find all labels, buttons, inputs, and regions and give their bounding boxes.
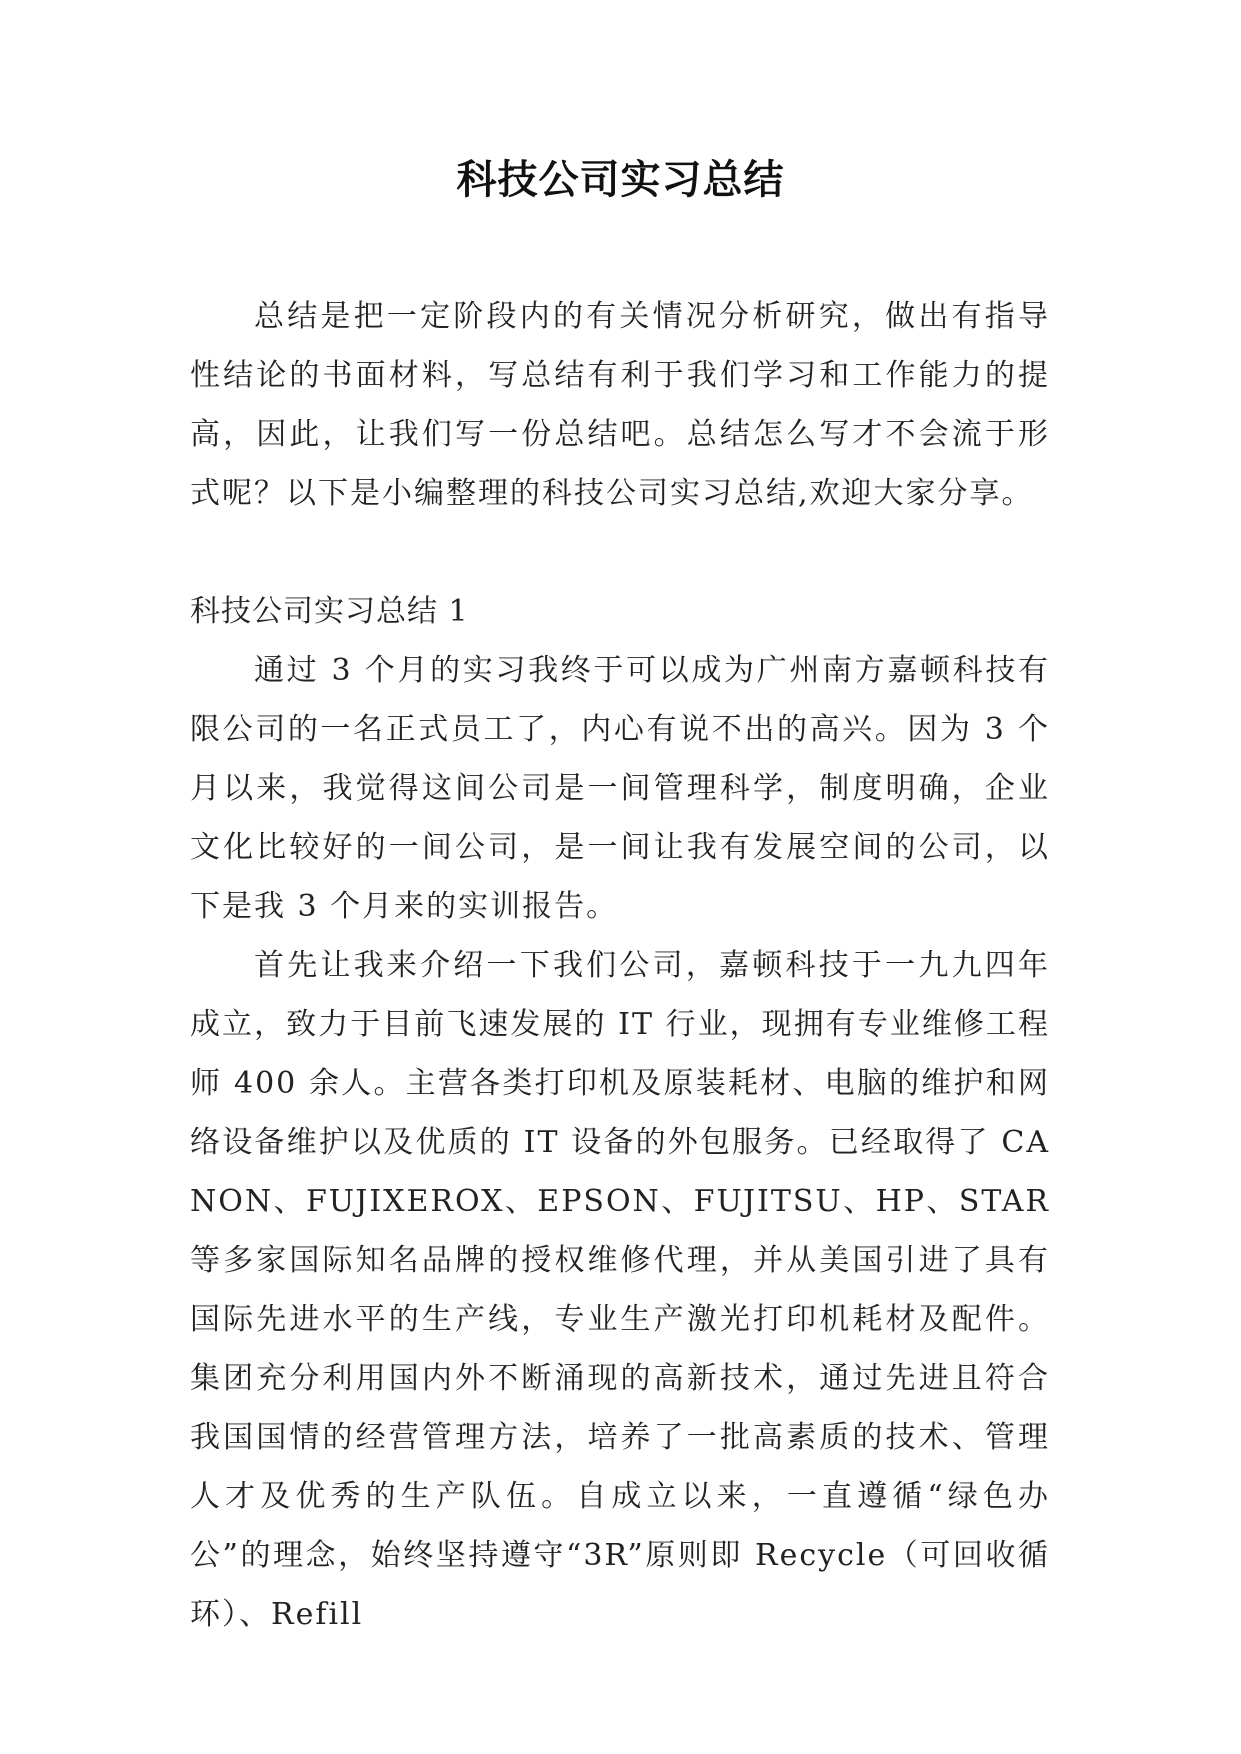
- document-body: [190, 287, 1050, 1644]
- body-paragraph-2: 首先让我来介绍一下我们公司，嘉顿科技于一九九四年成立，致力于目前飞速发展的 IT 行业，现拥有专业维修工程师 400 余人。主营各类打印机及原装耗材、电脑的维护和网络设备维护以及优质的 IT 设备的外包服务。已经取得了 CANON、FUJIXEROX、EPSON、FUJITSU、HP、STAR 等多家国际知名品牌的授权维修代理，并从美国引进了具有国际先进水平的生产线，专业生产激光打印机耗材及配件。集团充分利用国内外不断涌现的高新技术，通过先进且符合我国国情的经营管理方法，培养了一批高素质的技术、管理人才及优秀的生产队伍。自成立以来，一直遵循“绿色办公”的理念，始终坚持遵守“3R”原则即 Recycle（可回收循环）、Refill: [190, 948, 1050, 1632]
- body-paragraph-1: 通过 3 个月的实习我终于可以成为广州南方嘉顿科技有限公司的一名正式员工了，内心有说不出的高兴。因为 3 个月以来，我觉得这间公司是一间管理科学，制度明确，企业文化比较好的一间公司，是一间让我有发展空间的公司，以下是我 3 个月来的实训报告。: [190, 653, 1050, 924]
- intro-paragraph: 总结是把一定阶段内的有关情况分析研究，做出有指导性结论的书面材料，写总结有利于我们学习和工作能力的提高，因此，让我们写一份总结吧。总结怎么写才不会流于形式呢？以下是小编整理的科技公司实习总结,欢迎大家分享。: [190, 299, 1050, 511]
- document-title: 科技公司实习总结: [456, 157, 785, 203]
- section-heading: 科技公司实习总结 1: [190, 594, 469, 629]
